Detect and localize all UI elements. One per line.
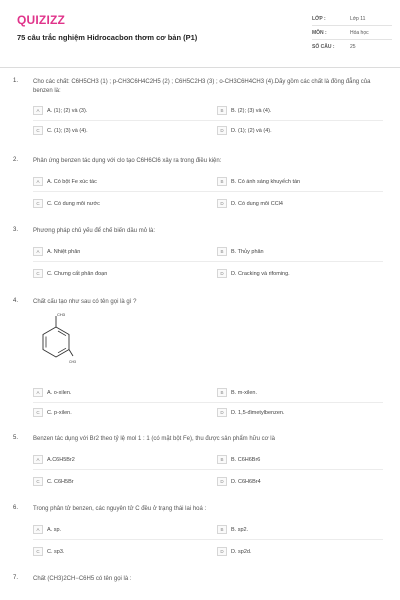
question-5 — [0, 435, 400, 497]
meta-value: 25 — [350, 44, 356, 50]
option-letter: C — [33, 408, 43, 417]
option-text: B. C6H6Br6 — [231, 456, 261, 463]
option-b[interactable] — [217, 176, 300, 187]
question-1 — [0, 78, 400, 148]
meta-table — [312, 12, 392, 54]
question-3 — [0, 227, 400, 287]
option-letter: A — [33, 106, 43, 115]
quizizz-logo: QUIZIZZ — [17, 13, 66, 27]
option-letter: B — [217, 388, 227, 397]
option-letter: A — [33, 525, 43, 534]
option-c[interactable] — [33, 407, 72, 418]
option-letter: C — [33, 547, 43, 556]
option-text: B. m-xilen. — [231, 389, 257, 396]
option-d[interactable] — [217, 268, 290, 279]
question-text: Cho các chất: C6H5CH3 (1) ; p-CH3C6H4C2H5 (2) ; C6H5C2H3 (3) ; o-CH3C6H4CH3 (4).Dãy gồm các chất là đồng đẳng của benzen là: — [33, 79, 371, 94]
meta-xylene-structure — [36, 312, 76, 370]
option-b[interactable] — [217, 246, 264, 257]
benzene-ring — [43, 327, 69, 357]
question-text: Trong phân tử benzen, các nguyên tử C đều ở trạng thái lai hoá : — [33, 506, 207, 512]
question-number: 2. — [13, 157, 19, 163]
question-7 — [0, 575, 400, 595]
option-b[interactable] — [217, 387, 257, 398]
question-number: 1. — [13, 78, 19, 84]
option-grid — [33, 524, 383, 564]
option-b[interactable] — [217, 524, 248, 535]
page-title: 75 câu trắc nghiệm Hidrocacbon thơm cơ bản (P1) — [17, 33, 198, 42]
option-c[interactable] — [33, 476, 74, 487]
option-letter: D — [217, 126, 227, 135]
option-letter: A — [33, 177, 43, 186]
option-text: A. Có bột Fe xúc tác — [47, 178, 97, 185]
option-d[interactable] — [217, 476, 261, 487]
option-text: C. (1); (3) và (4). — [47, 127, 88, 134]
option-grid — [33, 176, 383, 216]
option-letter: C — [33, 477, 43, 486]
option-letter: D — [217, 199, 227, 208]
option-divider — [33, 539, 383, 540]
option-d[interactable] — [217, 546, 251, 557]
option-letter: A — [33, 455, 43, 464]
question-number: 4. — [13, 298, 19, 304]
meta-label: LỚP : — [312, 15, 326, 22]
option-text: D. (1); (2) và (4). — [231, 127, 272, 134]
option-c[interactable] — [33, 198, 100, 209]
header-divider — [0, 67, 400, 68]
option-text: A. (1); (2) và (3). — [47, 107, 88, 114]
option-divider — [33, 191, 383, 192]
option-c[interactable] — [33, 125, 88, 136]
meta-value: Lớp 11 — [350, 15, 366, 22]
option-text: B. sp2. — [231, 526, 249, 533]
option-text: D. 1,5-đimetylbenzen. — [231, 409, 285, 416]
question-text: Benzen tác dụng với Br2 theo tỷ lệ mol 1 : 1 (có mặt bột Fe), thu được sản phẩm hữu cơ là — [33, 436, 275, 442]
methyl-label-right: CH3 — [69, 360, 76, 364]
option-letter: A — [33, 388, 43, 397]
question-text: Phương pháp chủ yếu để chế biến dầu mỏ là: — [33, 228, 156, 234]
methyl-bond-right — [69, 350, 73, 357]
meta-row-subject — [312, 26, 392, 40]
option-d[interactable] — [217, 407, 285, 418]
option-text: C. Có dung môi nước — [47, 200, 100, 207]
option-text: D. C6H6Br4 — [231, 478, 261, 485]
option-divider — [33, 402, 383, 403]
option-text: A.C6H5Br2 — [47, 456, 75, 463]
question-number: 5. — [13, 435, 19, 441]
option-letter: A — [33, 247, 43, 256]
option-a[interactable] — [33, 246, 80, 257]
option-letter: D — [217, 269, 227, 278]
question-6 — [0, 505, 400, 567]
option-text: D. sp2d. — [231, 548, 252, 555]
question-number: 3. — [13, 227, 19, 233]
option-grid — [33, 454, 383, 494]
option-letter: D — [217, 547, 227, 556]
option-letter: B — [217, 455, 227, 464]
meta-value: Hóa học — [350, 29, 369, 36]
question-text: Chất (CH3)2CH−C6H5 có tên gọi là : — [33, 576, 132, 582]
option-letter: B — [217, 247, 227, 256]
option-text: C. C6H5Br — [47, 478, 74, 485]
meta-row-grade — [312, 12, 392, 26]
option-letter: B — [217, 177, 227, 186]
option-text: A. Nhiệt phân — [47, 248, 81, 255]
option-a[interactable] — [33, 454, 75, 465]
option-a[interactable] — [33, 176, 97, 187]
option-text: C. sp3. — [47, 548, 65, 555]
option-b[interactable] — [217, 105, 271, 116]
option-divider — [33, 261, 383, 262]
option-letter: C — [33, 126, 43, 135]
question-text: Chất cấu tạo như sau có tên gọi là gì ? — [33, 299, 137, 305]
option-b[interactable] — [217, 454, 260, 465]
option-letter: D — [217, 477, 227, 486]
option-letter: B — [217, 525, 227, 534]
option-text: B. (2); (3) và (4). — [231, 107, 272, 114]
option-text: A. o-xilen. — [47, 389, 72, 396]
option-letter: C — [33, 269, 43, 278]
methyl-label-top: CH3 — [57, 312, 66, 317]
option-letter: C — [33, 199, 43, 208]
question-4 — [0, 298, 400, 428]
option-grid — [33, 105, 383, 145]
meta-row-count — [312, 40, 392, 54]
option-a[interactable] — [33, 387, 71, 398]
option-a[interactable] — [33, 524, 61, 535]
question-text: Phản ứng benzen tác dụng với clo tạo C6H6Cl6 xảy ra trong điều kiện: — [33, 158, 222, 164]
option-divider — [33, 120, 383, 121]
option-a[interactable] — [33, 105, 87, 116]
question-number: 7. — [13, 575, 19, 581]
option-grid — [33, 246, 383, 286]
option-c[interactable] — [33, 546, 64, 557]
option-text: C. Chưng cất phân đoạn — [47, 270, 108, 277]
option-divider — [33, 469, 383, 470]
question-2 — [0, 157, 400, 217]
option-text: D. Cracking và rifoming. — [231, 270, 290, 277]
document-header — [0, 0, 400, 66]
option-grid — [33, 387, 383, 427]
meta-label: SỐ CÂU : — [312, 44, 335, 50]
option-text: A. sp. — [47, 526, 62, 533]
option-c[interactable] — [33, 268, 107, 279]
meta-label: MÔN : — [312, 29, 327, 36]
question-number: 6. — [13, 505, 19, 511]
option-letter: B — [217, 106, 227, 115]
option-letter: D — [217, 408, 227, 417]
option-d[interactable] — [217, 198, 283, 209]
option-text: D. Có dung môi CCl4 — [231, 200, 283, 207]
option-text: C. p-xilen. — [47, 409, 72, 416]
option-d[interactable] — [217, 125, 272, 136]
option-text: B. Có ánh sáng khuyếch tán — [231, 178, 301, 185]
option-text: B. Thủy phân — [231, 248, 264, 255]
